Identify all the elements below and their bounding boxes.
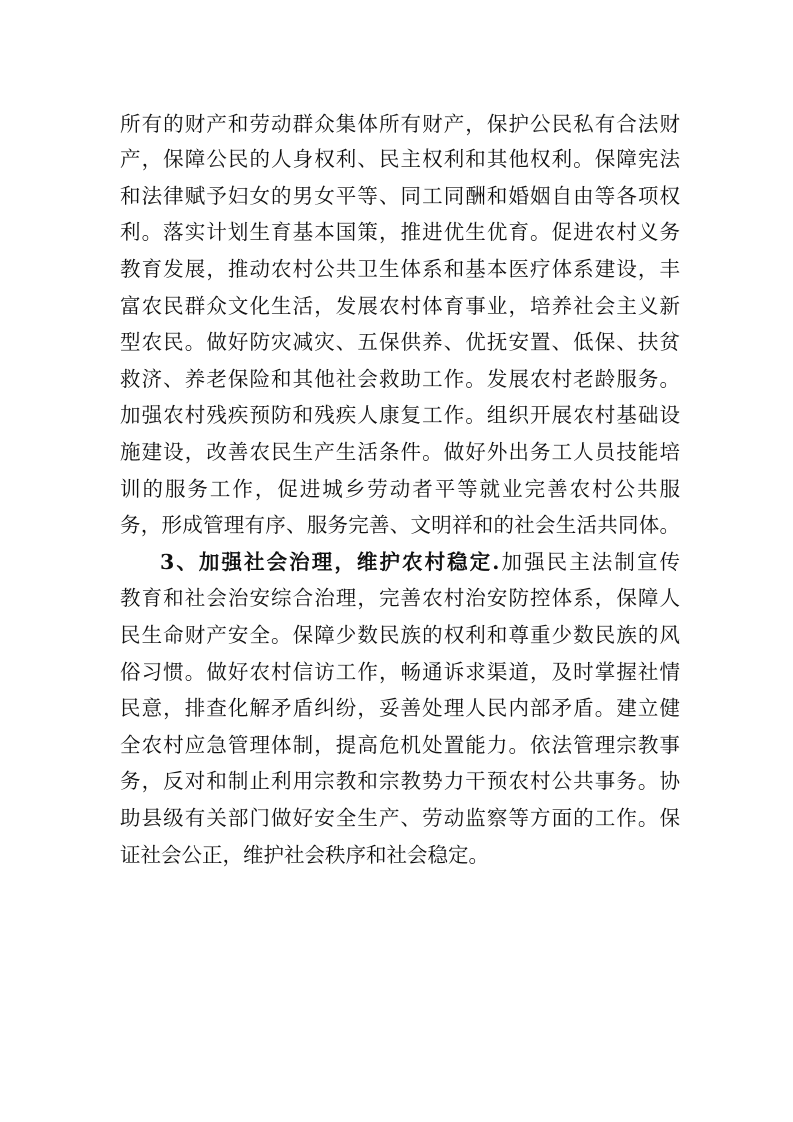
paragraph-line: 救济、养老保险和其他社会救助工作。发展农村老龄服务。 xyxy=(120,367,680,391)
paragraph-line: 型农民。做好防灾减灾、五保供养、优抚安置、低保、扶贫 xyxy=(120,330,680,354)
paragraph-line: 教育发展，推动农村公共卫生体系和基本医疗体系建设，丰 xyxy=(120,257,680,281)
paragraph-line: 训的服务工作，促进城乡劳动者平等就业完善农村公共服 xyxy=(120,477,680,501)
paragraph-line: 富农民群众文化生活，发展农村体育事业，培养社会主义新 xyxy=(120,294,680,318)
paragraph-line: 证社会公正，维护社会秩序和社会稳定。 xyxy=(120,843,489,867)
paragraph-line: 产，保障公民的人身权利、民主权利和其他权利。保障宪法 xyxy=(120,147,680,171)
section-3-heading: 3、加强社会治理，维护农村稳定. xyxy=(160,550,500,574)
paragraph-line: 务，反对和制止利用宗教和宗教势力干预农村公共事务。协 xyxy=(120,769,680,793)
paragraph-line: 所有的财产和劳动群众集体所有财产，保护公民私有合法财 xyxy=(120,112,680,136)
paragraph-line: 全农村应急管理体制，提高危机处置能力。依法管理宗教事 xyxy=(120,733,680,757)
paragraph-line: 教育和社会治安综合治理，完善农村治安防控体系，保障人 xyxy=(120,586,680,610)
paragraph-line: 施建设，改善农民生产生活条件。做好外出务工人员技能培 xyxy=(120,440,680,464)
paragraph-line: 俗习惯。做好农村信访工作，畅通诉求渠道，及时掌握社情 xyxy=(120,660,680,684)
paragraph-line: 民生命财产安全。保障少数民族的权利和尊重少数民族的风 xyxy=(120,623,680,647)
paragraph-line: 务，形成管理有序、服务完善、文明祥和的社会生活共同体。 xyxy=(120,513,680,537)
paragraph-line: 加强农村残疾预防和残疾人康复工作。组织开展农村基础设 xyxy=(120,403,680,427)
paragraph-line: 民意，排查化解矛盾纠纷，妥善处理人民内部矛盾。建立健 xyxy=(120,696,680,720)
section-3-first-line xyxy=(160,548,680,576)
paragraph-line: 助县级有关部门做好安全生产、劳动监察等方面的工作。保 xyxy=(120,806,680,830)
paragraph-line: 利。落实计划生育基本国策，推进优生优育。促进农村义务 xyxy=(120,220,680,244)
section-3-intro-text: 加强民主法制宣传 xyxy=(499,550,681,574)
paragraph-line: 和法律赋予妇女的男女平等、同工同酬和婚姻自由等各项权 xyxy=(120,184,680,208)
